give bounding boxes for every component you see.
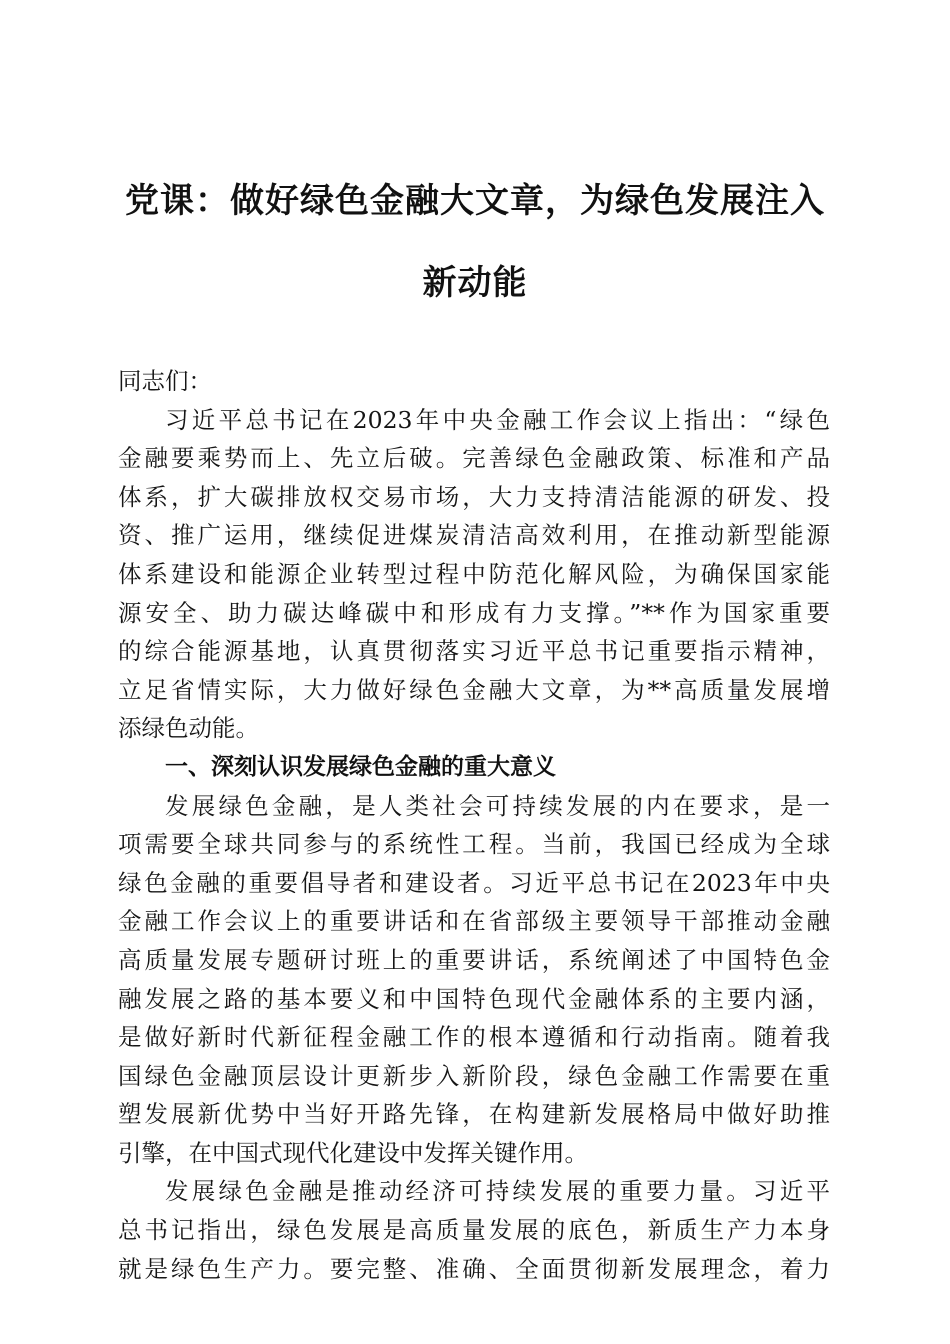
section-heading: 一、深刻认识发展绿色金融的重大意义 <box>165 753 556 780</box>
text-line: 立足省情实际，大力做好绿色金融大文章，为**高质量发展增 <box>118 675 830 704</box>
text-line: 体系建设和能源企业转型过程中防范化解风险，为确保国家能 <box>118 559 830 588</box>
text-line: 绿色金融的重要倡导者和建设者。习近平总书记在2023年中央 <box>118 868 830 897</box>
paragraph-2 <box>118 787 830 1173</box>
document-body <box>118 362 830 1288</box>
text-line: 习近平总书记在2023年中央金融工作会议上指出：“绿色 <box>165 405 830 434</box>
text-line: 引擎，在中国式现代化建设中发挥关键作用。 <box>118 1138 588 1167</box>
text-line: 发展绿色金融是推动经济可持续发展的重要力量。习近平 <box>165 1177 830 1206</box>
text-line: 塑发展新优势中当好开路先锋，在构建新发展格局中做好助推 <box>118 1100 830 1129</box>
title-line: 新动能 <box>422 263 528 303</box>
text-line: 就是绿色生产力。要完整、准确、全面贯彻新发展理念，着力 <box>118 1254 830 1283</box>
text-line: 国绿色金融顶层设计更新步入新阶段，绿色金融工作需要在重 <box>118 1061 830 1090</box>
text-line: 发展绿色金融，是人类社会可持续发展的内在要求，是一 <box>165 791 830 820</box>
text-line: 资、推广运用，继续促进煤炭清洁高效利用，在推动新型能源 <box>118 521 830 550</box>
text-line: 融发展之路的基本要义和中国特色现代金融体系的主要内涵， <box>118 984 830 1013</box>
text-line: 的综合能源基地，认真贯彻落实习近平总书记重要指示精神， <box>118 637 830 666</box>
text-line: 金融工作会议上的重要讲话和在省部级主要领导干部推动金融 <box>118 907 830 936</box>
text-line: 高质量发展专题研讨班上的重要讲话，系统阐述了中国特色金 <box>118 945 830 974</box>
text-line: 总书记指出，绿色发展是高质量发展的底色，新质生产力本身 <box>118 1216 830 1245</box>
paragraph-3 <box>118 1172 830 1288</box>
document-title <box>110 160 840 324</box>
text-line: 体系，扩大碳排放权交易市场，大力支持清洁能源的研发、投 <box>118 482 830 511</box>
paragraph-1 <box>118 401 830 748</box>
greeting: 同志们： <box>118 367 212 395</box>
title-line: 党课：做好绿色金融大文章，为绿色发展注入 <box>125 181 825 221</box>
text-line: 源安全、助力碳达峰碳中和形成有力支撑。”**作为国家重要 <box>118 598 830 627</box>
text-line: 添绿色动能。 <box>118 714 259 743</box>
text-line: 是做好新时代新征程金融工作的根本遵循和行动指南。随着我 <box>118 1023 830 1052</box>
text-line: 金融要乘势而上、先立后破。完善绿色金融政策、标准和产品 <box>118 444 830 473</box>
text-line: 项需要全球共同参与的系统性工程。当前，我国已经成为全球 <box>118 830 830 859</box>
